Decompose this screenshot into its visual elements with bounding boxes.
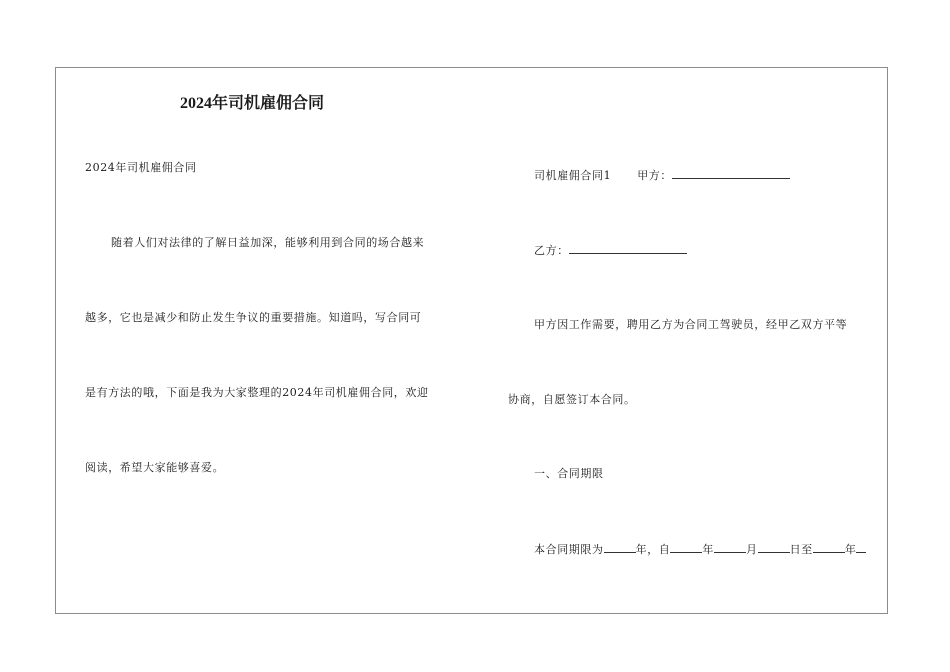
party-b-label: 乙方： (534, 244, 569, 257)
end-year-blank (813, 542, 845, 553)
contract-heading: 司机雇佣合同1 (534, 169, 612, 182)
party-b-blank (569, 243, 687, 254)
party-a-blank (672, 168, 790, 179)
start-day-blank (758, 542, 790, 553)
term-month-label: 月 (746, 543, 758, 556)
start-month-blank (714, 542, 746, 553)
term-year-label: 年 (702, 543, 715, 556)
contract-header-line (534, 168, 790, 183)
paragraph-line-2: 越多，它也是减少和防止发生争议的重要措施。知道吗，写合同可 (85, 311, 422, 324)
start-year-blank (670, 542, 702, 553)
term-prefix: 本合同期限为 (534, 543, 604, 556)
intro-line-2: 协商，自愿签订本合同。 (508, 393, 636, 406)
end-month-blank (856, 542, 866, 553)
paragraph-line-4: 阅读，希望大家能够喜爱。 (85, 461, 225, 474)
intro-line-1: 甲方因工作需要，聘用乙方为合同工驾驶员，经甲乙双方平等 (534, 318, 848, 331)
term-year-from: 年，自 (635, 543, 671, 556)
page-frame (55, 67, 888, 614)
contract-term-line (534, 542, 866, 557)
party-b-line (534, 243, 687, 258)
term-years-blank (604, 542, 636, 553)
section-1-title: 一、合同期限 (534, 467, 604, 480)
party-a-label: 甲方： (637, 169, 673, 182)
document-subtitle: 2024年司机雇佣合同 (85, 161, 197, 174)
term-end-year-label: 年 (844, 543, 857, 556)
document-title: 2024年司机雇佣合同 (180, 95, 325, 112)
paragraph-line-1: 随着人们对法律的了解日益加深，能够利用到合同的场合越来 (111, 236, 425, 249)
paragraph-line-3: 是有方法的哦，下面是我为大家整理的2024年司机雇佣合同，欢迎 (85, 386, 429, 399)
term-day-to: 日至 (789, 543, 813, 556)
